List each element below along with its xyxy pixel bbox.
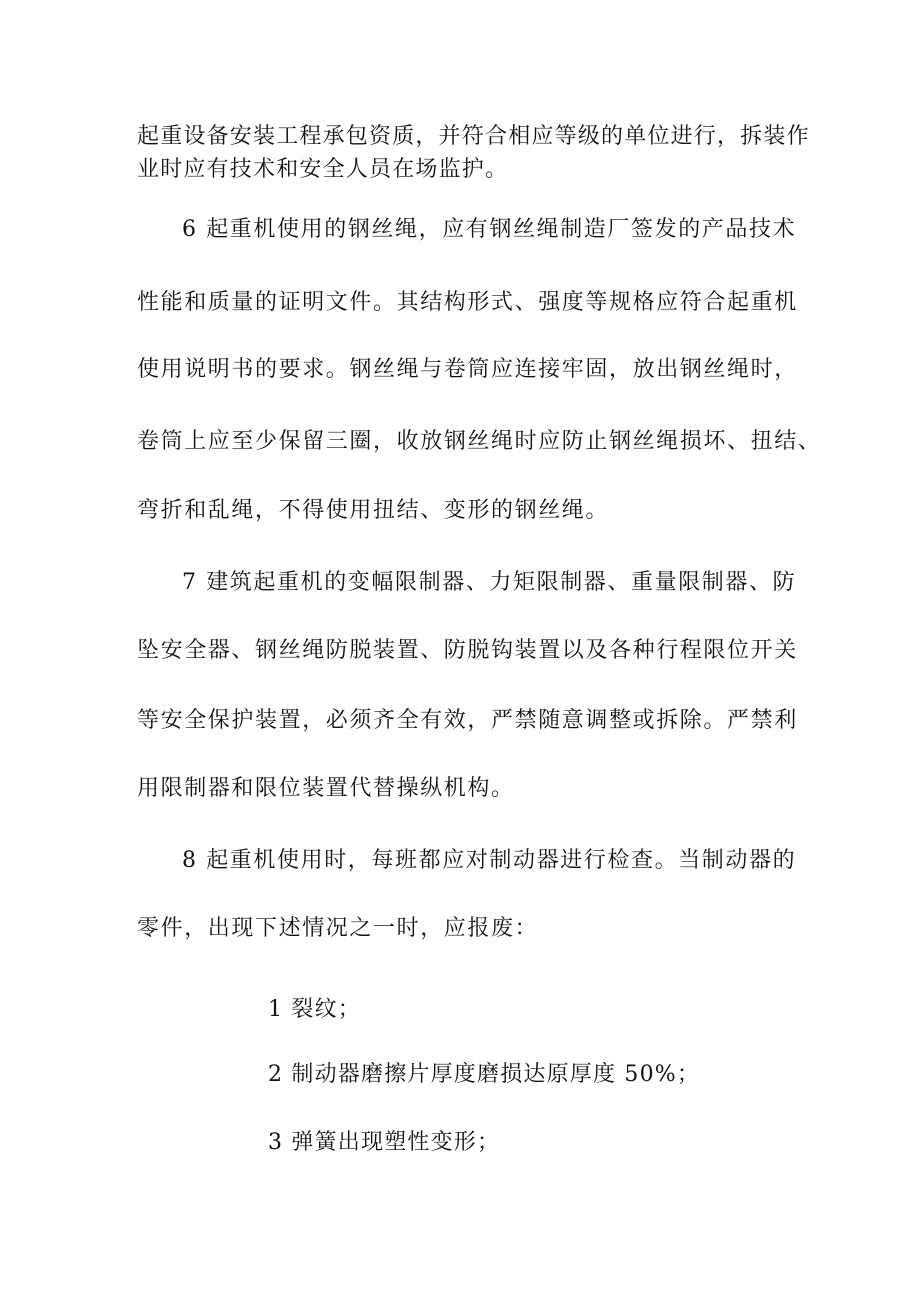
paragraph-line: 使用说明书的要求。钢丝绳与卷筒应连接牢固，放出钢丝绳时， bbox=[137, 357, 798, 382]
paragraph-line: 卷筒上应至少保留三圈，收放钢丝绳时应防止钢丝绳损坏、扭结、 bbox=[137, 429, 822, 454]
paragraph-line: 6 起重机使用的钢丝绳，应有钢丝绳制造厂签发的产品技术 bbox=[182, 217, 797, 242]
paragraph-line: 用限制器和限位装置代替操纵机构。 bbox=[137, 776, 515, 801]
list-item: 2 制动器磨擦片厚度磨损达原厚度 50%； bbox=[268, 1062, 701, 1087]
list-item: 3 弹簧出现塑性变形； bbox=[268, 1130, 501, 1155]
paragraph-line: 业时应有技术和安全人员在场监护。 bbox=[137, 157, 509, 182]
paragraph-line: 起重设备安装工程承包资质，并符合相应等级的单位进行，拆装作 bbox=[137, 124, 810, 149]
paragraph-line: 性能和质量的证明文件。其结构形式、强度等规格应符合起重机 bbox=[137, 290, 798, 315]
paragraph-line: 8 起重机使用时，每班都应对制动器进行检查。当制动器的 bbox=[182, 848, 797, 873]
paragraph-line: 弯折和乱绳，不得使用扭结、变形的钢丝绳。 bbox=[137, 498, 610, 523]
paragraph-line: 等安全保护装置，必须齐全有效，严禁随意调整或拆除。严禁利 bbox=[137, 708, 798, 733]
paragraph-line: 坠安全器、钢丝绳防脱装置、防脱钩装置以及各种行程限位开关 bbox=[137, 638, 798, 663]
paragraph-line: 7 建筑起重机的变幅限制器、力矩限制器、重量限制器、防 bbox=[182, 570, 797, 595]
paragraph-line: 零件，出现下述情况之一时，应报废： bbox=[137, 916, 539, 941]
list-item: 1 裂纹； bbox=[268, 997, 361, 1022]
